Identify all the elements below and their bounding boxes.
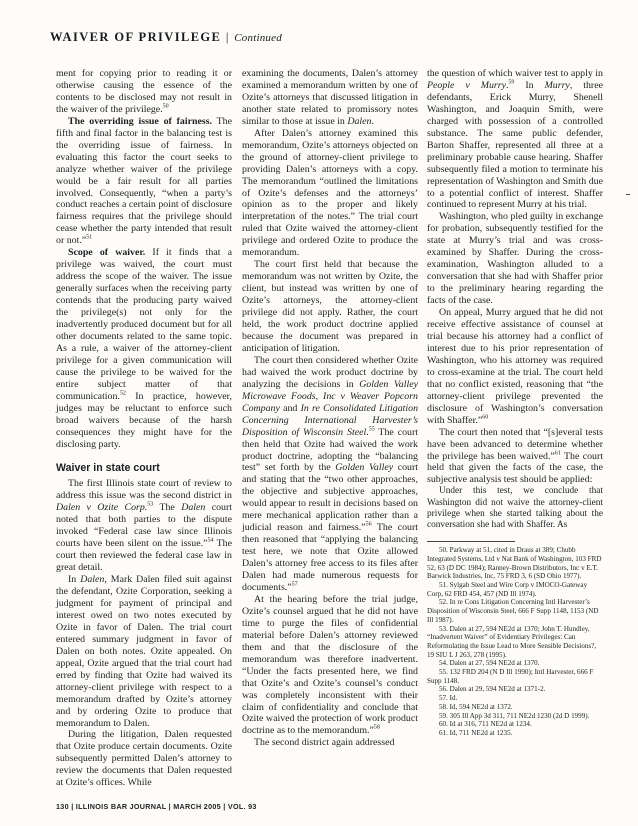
run-in-heading: Scope of waiver.	[68, 247, 146, 259]
footnote: 51. Sylgab Steel and Wire Corp v IMOCO-Gateway Corp, 62 FRD 454, 457 (ND Ill 1974).	[427, 580, 588, 598]
section-heading: Waiver in state court	[56, 461, 160, 474]
footnote: 59. 305 Ill App 3d 311, 711 NE2d 1230 (2d D 1999).	[439, 711, 590, 720]
footnote: 55. 132 FRD 204 (N D Ill 1990); Intl Harvester, 666 F Supp 1148.	[427, 668, 594, 685]
footnote-ref: 59	[508, 79, 515, 86]
running-header-title: WAIVER OF PRIVILEGE	[50, 30, 222, 44]
footnote-ref: 52	[119, 390, 126, 397]
running-header-subtitle: Continued	[234, 32, 282, 44]
paragraph: After Dalen’s attorney examined this memorandum, Ozite’s attorneys objected on the ground of attorney-client privilege to providing Dalen’s attorneys with a copy. The memorandum “outlined the limitations of Ozite’s defenses and the attorneys’ opinion as to the proper and likely interpretation of the notes.” The trial court ruled that Ozite waived the attorney-client privilege and ordered Ozite to produce the memorandum.	[242, 127, 418, 259]
footnote-ref: 53	[147, 502, 154, 509]
footnote-divider	[427, 541, 515, 542]
paragraph: The court first held that because the memorandum was not written by Ozite, the client, but instead was written by one of Ozite’s attorneys, the attorney-client privilege did not apply. Rather, the court held, the work product doctrine applied because the document was prepared in anticipation of litigation.	[242, 259, 418, 354]
margin-mark	[626, 194, 630, 195]
column-2	[242, 68, 418, 749]
footnote-ref: 56	[365, 521, 372, 528]
paragraph: Scope of waiver. If it finds that a privilege was waived, the court must address the scope of the waiver. The issue generally surfaces when the receiving party contends that the producing party waived the privilege(s) not only for the inadvertently produced document but for all other documents related to the same topic. As a rule, a waiver of the attorney-client privilege for a given communication will cause the privilege to be waived for the entire subject matter of that communication.$^{52}$ In practice, however, judges may be reluctant to enforce such broad waivers because of the harsh consequences they might have for the disclosing party.	[56, 247, 232, 450]
footnote-ref: 60	[482, 414, 489, 421]
footnote: 60. Id at 316, 711 NE2d at 1234.	[439, 720, 532, 729]
footnote-ref: 54	[207, 537, 214, 544]
paragraph: ment for copying prior to reading it or otherwise causing the essence of the contents to be disclosed may not result in the waiver of the privilege.$^{50}$	[56, 68, 232, 115]
footnote: 54. Dalen at 27, 594 NE2d at 1370.	[439, 659, 540, 668]
paragraph: examining the documents, Dalen’s attorney examined a memorandum written by one of Ozite’s attorneys that discussed litigation in another state related to promissory notes similar to those at issue in Dalen.	[242, 68, 418, 127]
paragraph: The second district again addressed	[254, 737, 395, 749]
paragraph: At the hearing before the trial judge, Ozite’s counsel argued that he did not have time to purge the files of confidential material before Dalen’s attorney reviewed them and that the disclosure of the memorandum was therefore inadvertent. “Under the facts presented here, we find that Ozite’s and Ozite’s counsel’s conduct was completely inconsistent with their claim of confidentiality and conclude that Ozite waived the protection of work product doctrine as to the memorandum.”$^{58}$	[242, 593, 418, 737]
paragraph: The court then noted that “[s]everal tests have been advanced to determine whether the privilege has been waived.”$^{61}$ The court held that given the facts of the case, the subjective analysis test should be applied:	[427, 426, 603, 486]
paragraph: The court then considered whether Ozite had waived the work product doctrine by analyzing the decisions in Golden Valley Microwave Foods, Inc v Weaver Popcorn Company and In re Consolidated Litigation Concerning International Harvester’s Disposition of Wisconsin Steel.$^{55}$ The court then held that Ozite had waived the work product doctrine, adopting the “balancing test” set forth by the Golden Valley court and stating that the “two other approaches, the objective and subjective approaches, would appear to result in decisions based on mere mechanical application rather than a judicial reason and fairness.”$^{56}$ The court then reasoned that “applying the balancing test here, we note that Ozite allowed Dalen’s attorney free access to its files after Dalen had made numerous requests for documents.”$^{57}$	[242, 354, 419, 593]
paragraph: During the litigation, Dalen requested that Ozite produce certain documents. Ozite subsequently permitted Dalen’s attorney to review the documents that Dalen requested at Ozite’s offices. While	[56, 729, 232, 789]
column-3	[427, 68, 603, 738]
paragraph: the question of which waiver test to apply in People v Murry.$^{59}$ In Murry, three defendants, Erick Murry, Shenell Washington, and Joaquin Smith, were charged with possession of a controlled substance. The same public defender, Barton Shaffer, represented all three at a preliminary probable cause hearing. Shaffer subsequently filed a motion to terminate his representation of Washington and Smith due to a potential conflict of interest. Shaffer continued to represent Murry at his trial.	[427, 68, 603, 211]
running-header	[50, 30, 608, 45]
footnote-ref: 55	[368, 426, 375, 433]
paragraph: The first Illinois state court of review to address this issue was the second district in Dalen v Ozite Corp.$^{53}$ The Dalen court noted that both parties to the dispute invoked “Federal case law since Illinois courts have been silent on the issue.”$^{54}$ The court then reviewed the federal case law in great detail.	[56, 478, 232, 574]
column-1	[56, 68, 232, 789]
footnote-ref: 61	[554, 450, 561, 457]
block-quote: Under this test, we conclude that Washington did not waive the attorney-client privilege when she started talking about the conversation she had with Shaffer. As	[427, 486, 603, 530]
footnote-ref: 50	[162, 103, 169, 110]
page-footer: 130 | ILLINOIS BAR JOURNAL | MARCH 2005 | VOL. 93	[56, 802, 257, 811]
paragraph: The overriding issue of fairness. The fifth and final factor in the balancing test is the overriding issue of fairness. In evaluating this factor the court seeks to analyze whether waiver of the privilege would be a fair result for all parties involved. Consequently, “when a party’s conduct reaches a certain point of disclosure fairness requires that the privilege should cease whether the party intended that result or not.”$^{51}$	[56, 115, 232, 247]
paragraph: In Dalen, Mark Dalen filed suit against the defendant, Ozite Corporation, seeking a judgment for payment of principal and interest owed on two notes executed by Ozite in favor of Dalen. The trial court entered summary judgment in favor of Dalen on both notes. Ozite appealed. On appeal, Ozite argued that the trial court had erred by finding that Ozite had waived its attorney-client privilege with respect to a memorandum drafted by Ozite’s attorney and by ordering Ozite to produce that memorandum to Dalen.	[56, 574, 232, 729]
running-header-separator: |	[225, 30, 230, 44]
footnote: 50. Parkway at 51, cited in Draus at 389; Chubb Integrated Systems, Ltd v Nat Bank of Washington, 103 FRD 52, 63 (D DC 1984); Ranney-Brown Distributors, Inc v E.T. Barwick Industries, Inc, 75 FRD 3, 6 (SD Ohio 1977).	[427, 546, 602, 581]
footnote: 56. Dalen at 29, 594 NE2d at 1371-2.	[439, 685, 546, 694]
footnote: 58. Id, 594 NE2d at 1372.	[439, 702, 513, 711]
footnote: 53. Dalen at 27, 594 NE2d at 1370; John T. Hundley, “Inadvertent Waiver” of Evidentiary Privileges: Can Reformulating the Issue Lead to More Sensible Decisions?, 19 SIU L J 263, 278 (1995).	[427, 624, 597, 659]
footnote-ref: 57	[291, 581, 298, 588]
footnote-ref: 58	[373, 725, 380, 732]
paragraph: On appeal, Murry argued that he did not receive effective assistance of counsel at trial because his attorney had a conflict of interest due to his prior representation of Washington, who his attorney was required to cross-examine at the trial. The court held that no conflict existed, reasoning that “the attorney-client privilege prevented the disclosure of Washington’s conversation with Shaffer.”$^{60}$	[427, 307, 603, 426]
footnote: 52. In re Cons Litigation Concerning Intl Harvester’s Disposition of Wisconsin Steel, 666 F Supp 1148, 1153 (ND Ill 1987).	[427, 598, 599, 624]
footnote: 57. Id.	[439, 694, 458, 703]
paragraph: Washington, who pled guilty in exchange for probation, subsequently testified for the state at Murry’s trial and was cross-examined by Shaffer. During the cross-examination, Washington alluded to a conversation that she had with Shaffer prior to the preliminary hearing regarding the facts of the case.	[427, 211, 603, 307]
footnote: 61. Id, 711 NE2d at 1235.	[439, 728, 513, 737]
run-in-heading: The overriding issue of fairness.	[68, 115, 213, 127]
footnote-ref: 51	[86, 235, 93, 242]
